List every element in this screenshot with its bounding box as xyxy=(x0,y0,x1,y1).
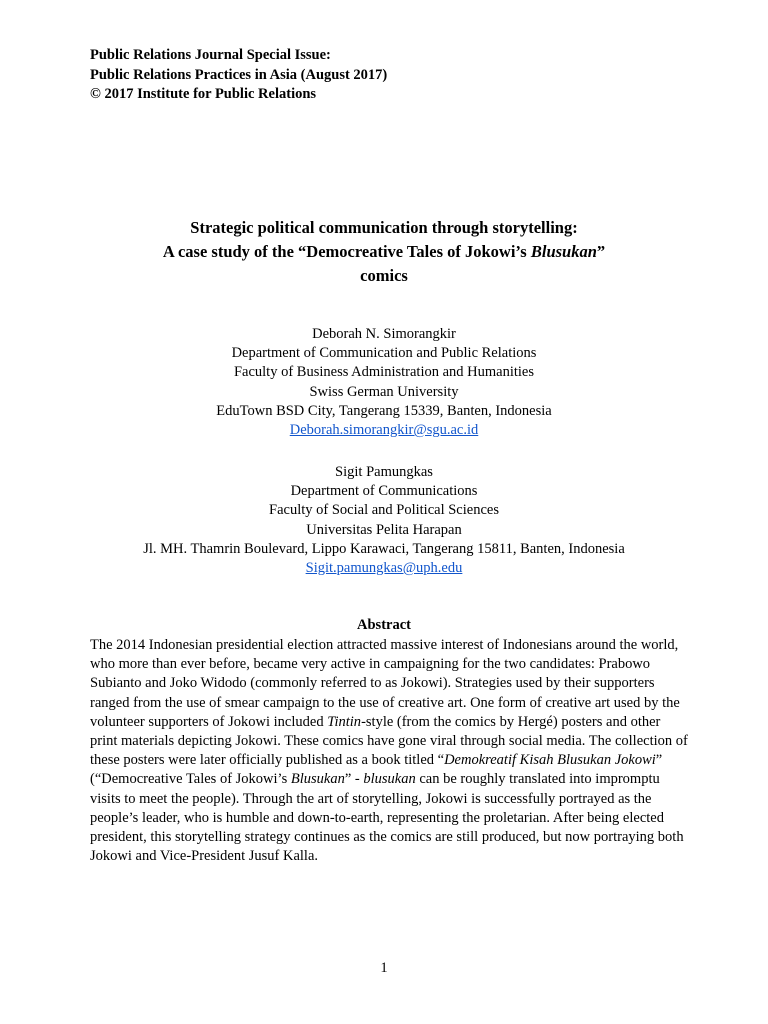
paper-title xyxy=(0,216,768,288)
author-university: Universitas Pelita Harapan xyxy=(306,521,462,538)
abstract-italic-book-title: Demokreatif Kisah Blusukan Jokowi xyxy=(444,752,656,769)
author-email-link[interactable]: Sigit.pamungkas@uph.edu xyxy=(305,560,463,577)
abstract-text: -style (from the comics by Hergé) posters and other print materials depicting Jokowi. These comics have gone viral through social media. The collection of these posters were later officially published as a book titled “ xyxy=(90,713,688,769)
abstract-heading: Abstract xyxy=(357,617,411,633)
abstract-body xyxy=(90,636,690,866)
author-department: Department of Communications xyxy=(290,483,478,500)
author-university: Swiss German University xyxy=(309,383,459,400)
author-block-1 xyxy=(0,325,768,440)
abstract-text: ” - xyxy=(344,771,364,788)
author-name: Sigit Pamungkas xyxy=(335,464,433,480)
abstract-text: can be roughly translated into impromptu visits to meet the people). Through the art of storytelling, Jokowi is successfully portrayed as the people’s leader, who is humble and down-to-earth, representing the proletarian. After being elected president, this storytelling strategy continues as the comics are still produced, but now portraying both Jokowi and Vice-President Jusuf Kalla. xyxy=(90,771,684,865)
author-faculty: Faculty of Social and Political Sciences xyxy=(269,502,499,519)
author-address: Jl. MH. Thamrin Boulevard, Lippo Karawaci, Tangerang 15811, Banten, Indonesia xyxy=(143,540,625,557)
abstract-italic-blusukan: Blusukan xyxy=(290,771,345,788)
author-block-2 xyxy=(0,463,768,578)
journal-name: Public Relations Journal Special Issue: xyxy=(90,47,331,63)
author-department: Department of Communication and Public Relations xyxy=(231,345,537,362)
author-address: EduTown BSD City, Tangerang 15339, Banten, Indonesia xyxy=(216,402,552,419)
title-italic-blusukan: Blusukan xyxy=(530,242,597,261)
journal-issue: Public Relations Practices in Asia (August 2017) xyxy=(90,66,388,83)
author-faculty: Faculty of Business Administration and Humanities xyxy=(233,364,535,381)
title-line-2 xyxy=(0,240,768,264)
abstract-italic-tintin: Tintin xyxy=(327,713,362,730)
abstract-italic-blusukan: blusukan xyxy=(363,771,416,788)
title-line-2-suffix: ” xyxy=(596,242,606,261)
journal-header xyxy=(90,46,387,105)
author-name: Deborah N. Simorangkir xyxy=(312,326,456,342)
author-email-link[interactable]: Deborah.simorangkir@sgu.ac.id xyxy=(289,422,479,439)
title-line-1: Strategic political communication through storytelling: xyxy=(190,218,578,237)
title-line-3: comics xyxy=(360,266,408,285)
title-line-2-prefix: A case study of the “Democreative Tales of Jokowi’s xyxy=(162,242,531,261)
abstract-text: ” (“Democreative Tales of Jokowi’s xyxy=(90,752,663,788)
abstract-text: The 2014 Indonesian presidential election attracted massive interest of Indonesians around the world, who more than ever before, became very active in campaigning for the two candidates: Prabowo Subianto and Joko Widodo (commonly referred to as Jokowi). Strategies used by their supporters ranged from the use of smear campaign to the use of creative art. One form of creative art used by the volunteer supporters of Jokowi included xyxy=(90,637,680,730)
copyright: © 2017 Institute for Public Relations xyxy=(90,86,317,102)
page-number: 1 xyxy=(380,960,388,976)
